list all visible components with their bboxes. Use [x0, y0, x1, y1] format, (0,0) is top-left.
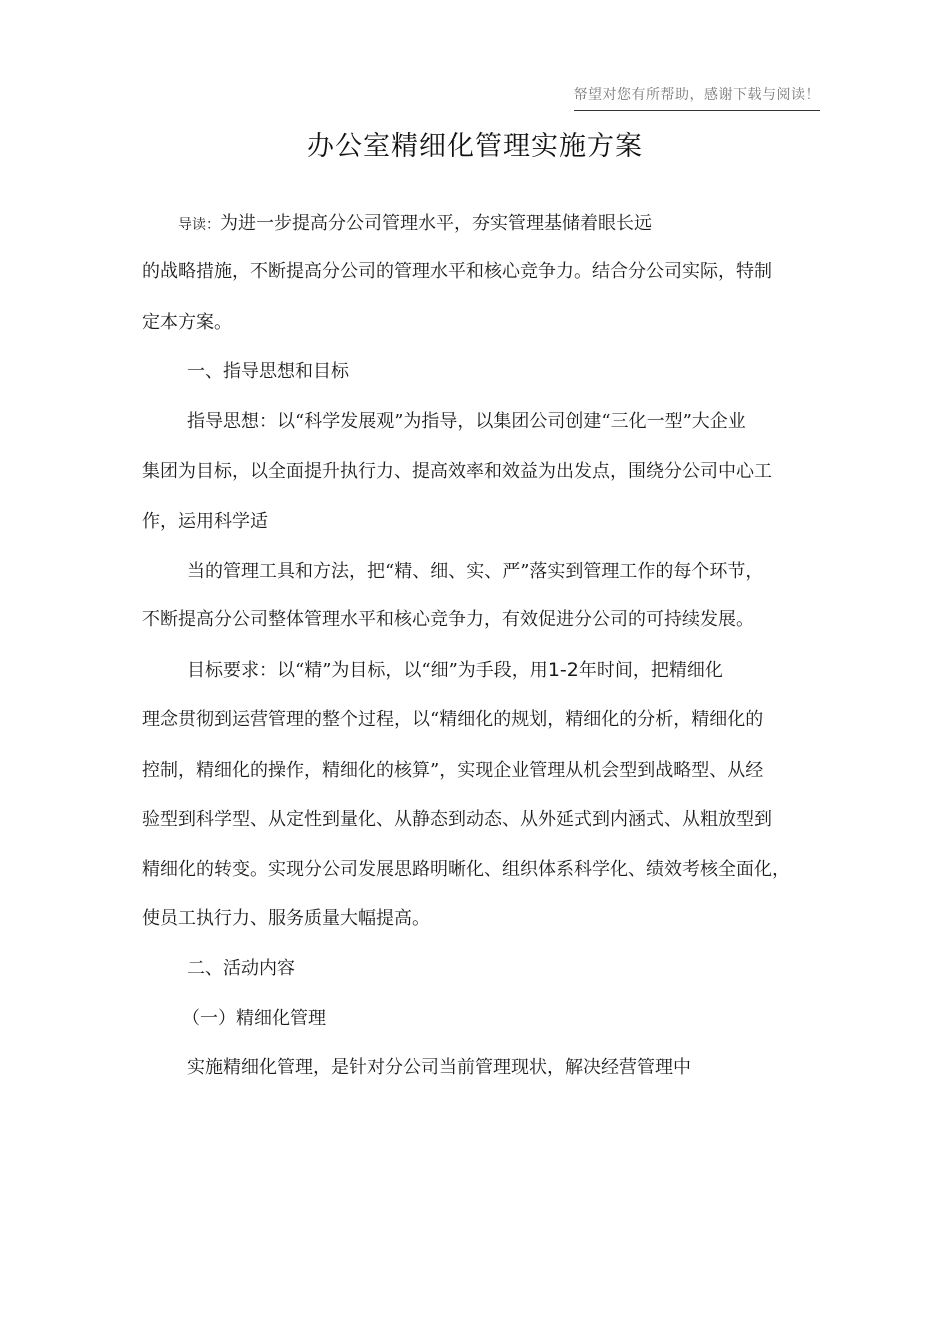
- subsection-heading: （一）精细化管理: [182, 1008, 326, 1029]
- section-heading-2: 二、活动内容: [187, 958, 295, 979]
- lead-text: 为进一步提高分公司管理水平，夯实管理基储着眼长远: [220, 213, 652, 234]
- page-title: 办公室精细化管理实施方案: [307, 131, 643, 162]
- header-note: 帑望对您有所帮助，感谢下载与阅读！: [574, 84, 821, 111]
- goal-duration: 1-2: [547, 659, 579, 681]
- paragraph-line: 集团为目标，以全面提升执行力、提高效率和效益为出发点，围绕分公司中心工: [142, 461, 772, 482]
- paragraph-line: 定本方案。: [142, 312, 232, 333]
- paragraph-line: 验型到科学型、从定性到量化、从静态到动态、从外延式到内涵式、从粗放型到: [142, 809, 772, 830]
- section-heading-1: 一、指导思想和目标: [187, 361, 349, 382]
- paragraph-line: 使员工执行力、服务质量大幅提高。: [142, 908, 430, 929]
- paragraph-line: 理念贯彻到运营管理的整个过程，以“精细化的规划，精细化的分析，精细化的: [142, 709, 764, 730]
- paragraph-line: 不断提高分公司整体管理水平和核心竞争力，有效促进分公司的可持续发展。: [142, 609, 754, 630]
- lead-label: 导读：: [178, 217, 220, 233]
- paragraph-line: 指导思想：以“科学发展观”为指导，以集团公司创建“三化一型”大企业: [187, 411, 746, 432]
- paragraph-line: 当的管理工具和方法，把“精、细、实、严”落实到管理工作的每个环节，: [187, 561, 764, 582]
- goal-text-start: 目标要求：以“精”为目标，以“细”为手段，用: [187, 660, 548, 681]
- goal-text-end: 年时间，把精细化: [578, 660, 723, 681]
- paragraph-line: 的战略措施，不断提高分公司的管理水平和核心竞争力。结合分公司实际，特制: [142, 261, 772, 282]
- paragraph-line: 作，运用科学适: [142, 511, 268, 532]
- paragraph-line: 精细化的转变。实现分公司发展思路明晰化、组织体系科学化、绩效考核全面化，: [142, 859, 790, 880]
- paragraph-line: [187, 658, 723, 683]
- paragraph-line: 实施精细化管理，是针对分公司当前管理现状，解决经营管理中: [187, 1057, 691, 1078]
- lead-paragraph-line-1: [178, 212, 652, 237]
- paragraph-line: 控制，精细化的操作，精细化的核算”，实现企业管理从机会型到战略型、从经: [142, 760, 764, 781]
